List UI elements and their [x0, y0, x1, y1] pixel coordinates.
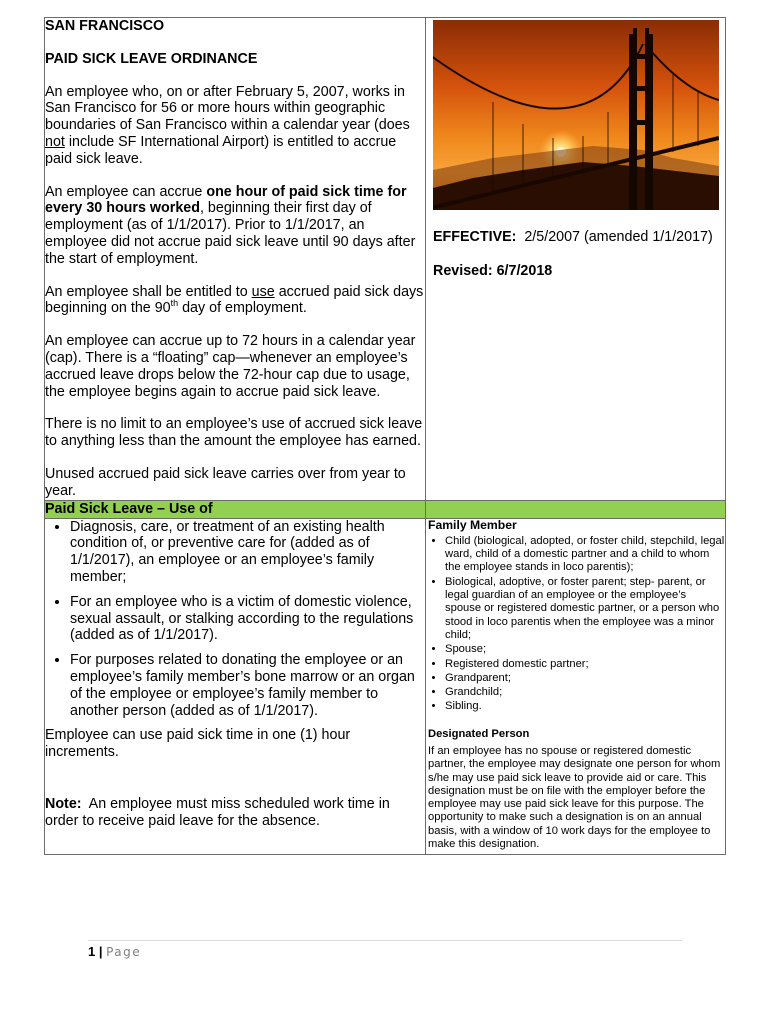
dates-cell — [426, 18, 726, 501]
increments-text: Employee can use paid sick time in one (1) hour increments. — [45, 727, 351, 761]
overview-cell — [45, 18, 426, 501]
accrual-paragraph: An employee can accrue one hour of paid sick time for every 30 hours worked, beginning their first day of employment (as of 1/1/2017). Prior to 1/1/2017, an employee did not accrue paid sick leave until 90 days after the start of employment. — [45, 183, 416, 267]
limit-paragraph: There is no limit to an employee’s use of accrued sick leave to anything less than the amount the employee has earned. — [45, 416, 423, 450]
list-item: • Spouse; — [445, 643, 725, 656]
carryover-paragraph: Unused accrued paid sick leave carries over from year to year. — [45, 465, 406, 499]
list-item: • For purposes related to donating the employee or an employee’s family member’s bone marrow or an organ of the employee or employee’s family member to another person (added as of 1/1/2017). — [70, 652, 425, 719]
designated-person-text: If an employee has no spouse or registered domestic partner, the employee may designate one person for whom s/he may use paid sick leave to provide aid or care. This designation must be on file with the employer before the employee may use paid sick leave for this purpose. The opportunity to make such a designation is on an annual basis, with a window of 10 work days for the employee to make this designation. — [428, 744, 721, 851]
family-member-heading: Family Member — [428, 517, 517, 532]
ordinance-table — [44, 17, 726, 855]
cap-paragraph: An employee can accrue up to 72 hours in a calendar year (cap). There is a “floating” cap—whenever an employee’s accrued leave drops below the 72-hour cap due to usage, the employee begins again to accrue paid sick leave. — [45, 333, 416, 400]
page-word: Page — [106, 945, 142, 959]
family-member-list — [426, 535, 725, 714]
use-of-heading: Paid Sick Leave – Use of — [45, 500, 426, 518]
list-item: • For an employee who is a victim of domestic violence, sexual assault, or stalking according to the regulations (added as of 1/1/2017). — [70, 594, 425, 644]
footer-separator: | — [95, 944, 107, 959]
footer-divider — [88, 940, 682, 941]
designated-person-heading: Designated Person — [428, 727, 530, 740]
list-item: • Registered domestic partner; — [445, 658, 725, 671]
page-number: 1 — [88, 944, 96, 959]
usage-start-paragraph: An employee shall be entitled to use accrued paid sick days beginning on the 90th day of employment. — [45, 283, 424, 317]
note-text: Note: An employee must miss scheduled work time in order to receive paid leave for the absence. — [45, 795, 394, 829]
list-item: • Grandparent; — [445, 672, 725, 685]
list-item: • Grandchild; — [445, 686, 725, 699]
effective-date: EFFECTIVE: 2/5/2007 (amended 1/1/2017) — [433, 229, 713, 245]
list-item: • Sibling. — [445, 700, 725, 713]
golden-gate-bridge-photo — [433, 20, 719, 210]
green-band-right — [426, 500, 726, 518]
ordinance-title: PAID SICK LEAVE ORDINANCE — [45, 50, 258, 67]
list-item: • Diagnosis, care, or treatment of an existing health condition of, or preventive care for (added as of 1/1/2017), an employee or an employee’s family member; — [70, 519, 425, 586]
city-title: SAN FRANCISCO — [45, 18, 165, 34]
list-item: • Biological, adoptive, or foster parent; step- parent, or legal guardian of an employee or the employee’s spouse or registered domestic partner, or a person who stood in loco parentis when the employee was a minor child; — [445, 576, 725, 642]
page-footer — [88, 944, 141, 959]
list-item: • Child (biological, adopted, or foster child, stepchild, legal ward, child of a domestic partner and a child to whom the employee stands in loco parentis); — [445, 535, 725, 575]
use-of-list — [45, 519, 425, 720]
use-of-cell — [45, 518, 426, 854]
eligibility-paragraph: An employee who, on or after February 5, 2007, works in San Francisco for 56 or more hours within geographic boundaries of San Francisco within a calendar year (does not include SF International Airport) is entitled to accrue paid sick leave. — [45, 83, 410, 167]
revised-date: Revised: 6/7/2018 — [433, 263, 553, 279]
family-cell — [426, 518, 726, 854]
